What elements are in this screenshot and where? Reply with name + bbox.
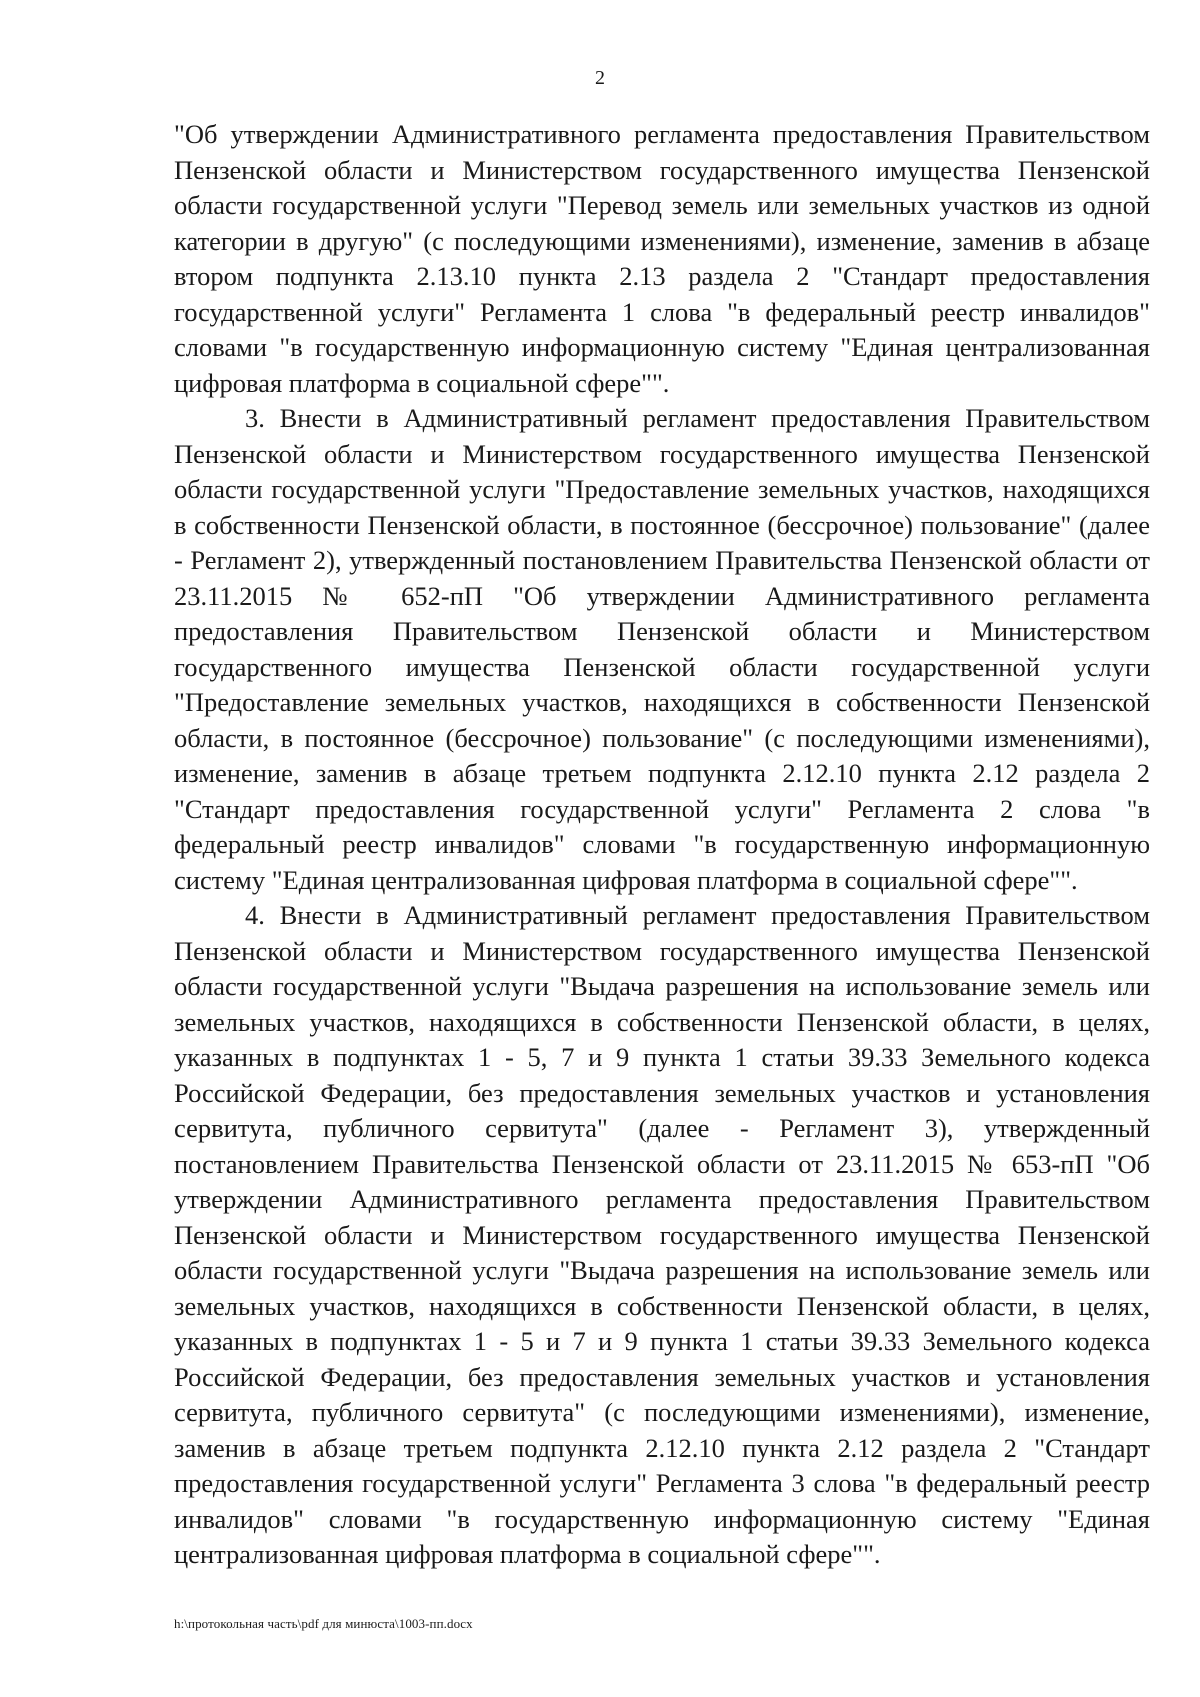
page-number: 2: [595, 67, 605, 89]
paragraph-item-3: 3. Внести в Административный регламент предоставления Правительством Пензенской области и Министерством государственного имущества Пензенской области государственной услуги "Предоставление земельных участков, находящихся в собственности Пензенской области, в постоянное (бессрочное) пользование" (далее - Регламент 2), утвержденный постановлением Правительства Пензенской области от 23.11.2015 № 652-пП "Об утверждении Административного регламента предоставления Правительством Пензенской области и Министерством государственного имущества Пензенской области государственной услуги "Предоставление земельных участков, находящихся в собственности Пензенской области, в постоянное (бессрочное) пользование" (с последующими изменениями), изменение, заменив в абзаце третьем подпункта 2.12.10 пункта 2.12 раздела 2 "Стандарт предоставления государственной услуги" Регламента 2 слова "в федеральный реестр инвалидов" словами "в государственную информационную систему "Единая централизованная цифровая платформа в социальной сфере"".: [174, 403, 1150, 895]
document-body: [174, 117, 1150, 1573]
paragraph-continuation: "Об утверждении Административного регламента предоставления Правительством Пензенской области и Министерством государственного имущества Пензенской области государственной услуги "Перевод земель или земельных участков из одной категории в другую" (с последующими изменениями), изменение, заменив в абзаце втором подпункта 2.13.10 пункта 2.13 раздела 2 "Стандарт предоставления государственной услуги" Регламента 1 слова "в федеральный реестр инвалидов" словами "в государственную информационную систему "Единая централизованная цифровая платформа в социальной сфере"".: [174, 119, 1150, 398]
footer-file-path: h:\протокольная часть\pdf для минюста\1003-пп.docx: [174, 1616, 473, 1631]
paragraph-item-4: 4. Внести в Административный регламент предоставления Правительством Пензенской области и Министерством государственного имущества Пензенской области государственной услуги "Выдача разрешения на использование земель или земельных участков, находящихся в собственности Пензенской области, в целях, указанных в подпунктах 1 - 5, 7 и 9 пункта 1 статьи 39.33 Земельного кодекса Российской Федерации, без предоставления земельных участков и установления сервитута, публичного сервитута" (далее - Регламент 3), утвержденный постановлением Правительства Пензенской области от 23.11.2015 № 653-пП "Об утверждении Административного регламента предоставления Правительством Пензенской области и Министерством государственного имущества Пензенской области государственной услуги "Выдача разрешения на использование земель или земельных участков, находящихся в собственности Пензенской области, в целях, указанных в подпунктах 1 - 5 и 7 и 9 пункта 1 статьи 39.33 Земельного кодекса Российской Федерации, без предоставления земельных участков и установления сервитута, публичного сервитута" (с последующими изменениями), изменение, заменив в абзаце третьем подпункта 2.12.10 пункта 2.12 раздела 2 "Стандарт предоставления государственной услуги" Регламента 3 слова "в федеральный реестр инвалидов" словами "в государственную информационную систему "Единая централизованная цифровая платформа в социальной сфере"".: [174, 900, 1150, 1569]
